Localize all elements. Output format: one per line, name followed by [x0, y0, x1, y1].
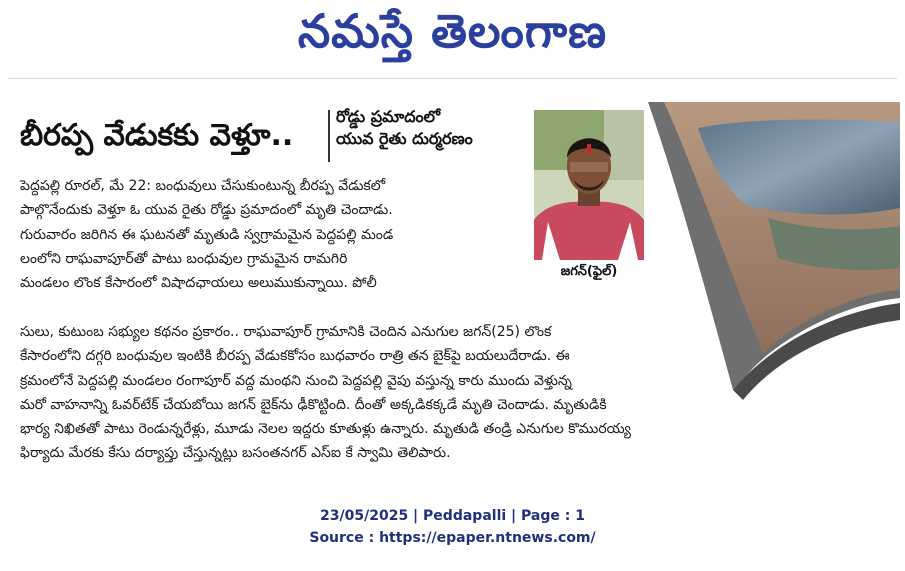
portrait-image [534, 110, 644, 260]
news-article [8, 98, 900, 490]
masthead-title: నమస్తే తెలంగాణ [297, 4, 608, 58]
article-subhead [336, 106, 473, 150]
victim-photo [534, 110, 644, 260]
article-headline: బీరప్ప వేడుకకు వెళ్తూ.. [20, 118, 294, 153]
article-body-bottom [20, 320, 850, 466]
body-line: ఫిర్యాదు మేరకు కేసు దర్యాప్తు చేస్తున్నట్లు బసంతనగర్ ఎస్‌ఐ కే స్వామి తెలిపారు. [20, 445, 451, 462]
body-line: పెద్దపల్లి రూరల్, మే 22: బంధువులు చేసుకుంటున్న బీరప్ప వేడుకలో [20, 178, 386, 194]
body-line: కేసారంలోని దగ్గరి బంధువుల ఇంటికి బీరప్ప వేడుకకోసం బుధవారం రాత్రి తన బైక్‌పై బయలుదేరాడు. ఈ [20, 348, 570, 365]
headline-divider [328, 110, 330, 162]
body-line: సులు, కుటుంబ సభ్యుల కథనం ప్రకారం.. రాఘవాపూర్ గ్రామానికి చెందిన ఎనుగుల జగన్(25) లొంక [20, 324, 552, 340]
source-footer [0, 505, 905, 549]
article-body-top [20, 174, 520, 295]
masthead-divider [8, 78, 897, 79]
body-line: పాల్గొనేందుకు వెళ్తూ ఓ యువ రైతు రోడ్డు ప్రమాదంలో మృతి చెందాడు. [20, 202, 393, 219]
body-line: లంలోని రాఘవాపూర్‌తో పాటు బంధువుల గ్రామమైన రామగిరి [20, 250, 348, 267]
source-url: Source : https://epaper.ntnews.com/ [309, 530, 596, 546]
body-line: మరో వాహనాన్ని ఓవర్‌టేక్ చేయబోయి జగన్ బైక్‌ను ఢీకొట్టింది. దీంతో అక్కడికక్కడే మృతి చెందాడు. మృతుడికి [20, 396, 607, 413]
photo-caption: జగన్(ఫైల్) [560, 264, 618, 279]
body-line: గురువారం జరిగిన ఈ ఘటనతో మృతుడి స్వగ్రామమైన పెద్దపల్లి మండ [20, 226, 394, 243]
masthead [0, 0, 905, 75]
subhead-line: రోడ్డు ప్రమాదంలో [336, 107, 441, 126]
edition-info: 23/05/2025 | Peddapalli | Page : 1 [320, 508, 585, 524]
body-line: భార్య నిఖితతో పాటు రెండున్నరేళ్లు, మూడు నెలల ఇద్దరు కూతుళ్లు ఉన్నారు. మృతుడి తండ్రి ఎనుగుల కొమురయ్య [20, 421, 631, 438]
body-line: క్రమంలోనే పెద్దపల్లి మండలం రంగాపూర్ వద్ద మంథని నుంచి పెద్దపల్లి వైపు వస్తున్న కారు ముందు వెళ్తున్న [20, 372, 572, 389]
subhead-line: యువ రైతు దుర్మరణం [336, 129, 473, 148]
body-line: మండలం లొంక కేసారంలో విషాదఛాయలు అలుముకున్నాయి. పోలీ [20, 275, 377, 292]
